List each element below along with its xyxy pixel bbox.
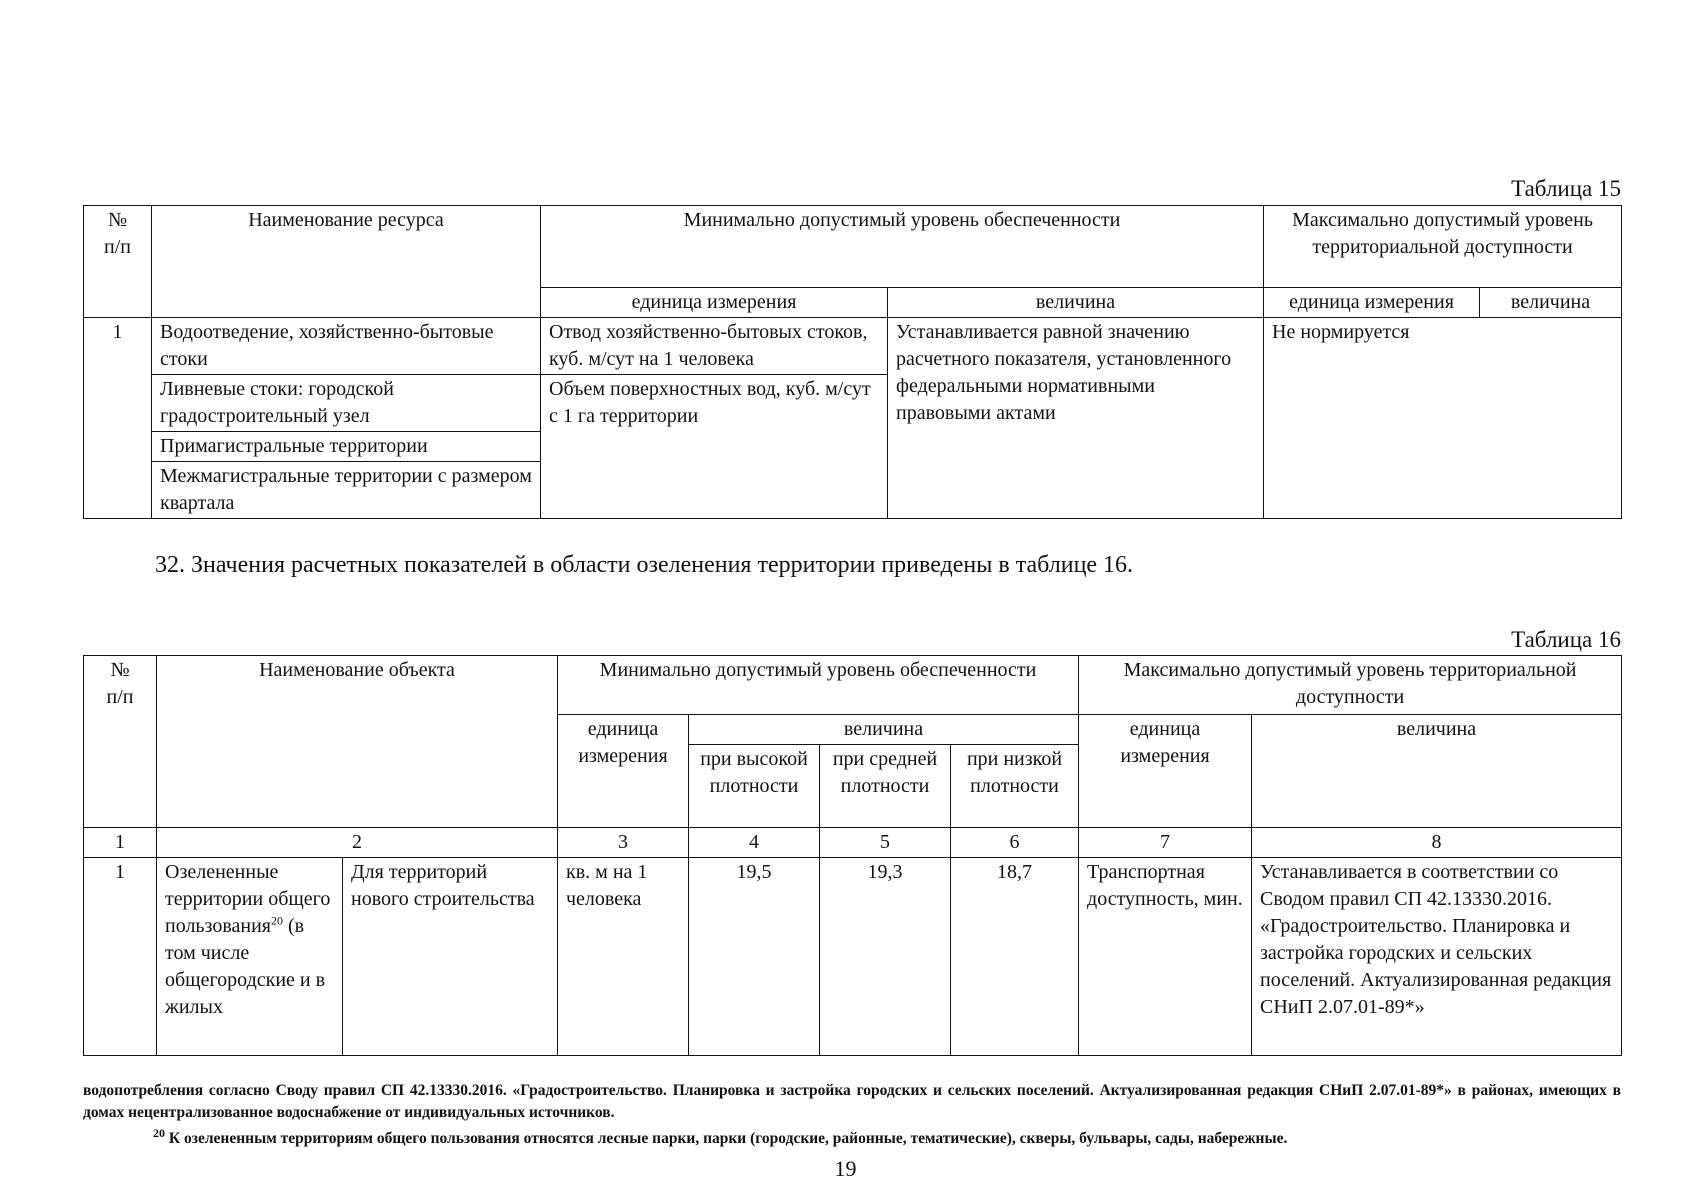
footnote-20-text: К озелененным территориям общего пользования относятся лесные парки, парки (городские, районные, тематические), скверы, бульвары, сады, набережные.: [168, 1130, 1288, 1147]
footnote-20-mark: 20: [153, 1125, 165, 1140]
table16-caption: Таблица 16: [1511, 627, 1621, 652]
t16-colnum: 5: [820, 828, 951, 858]
t16-header-low: при низкой плотности: [951, 745, 1079, 828]
t16-low: 18,7: [951, 858, 1079, 1056]
t15-value: Устанавливается равной значению расчетного показателя, установленного федеральными нормативными правовыми актами: [888, 318, 1264, 519]
table-15: [83, 205, 1622, 519]
t16-value2: Устанавливается в соответствии со Сводом правил СП 42.13330.2016. «Градостроительство. Планировка и застройка городских и сельских поселений. Актуализированная редакция СНиП 2.07.01-89*»: [1252, 858, 1622, 1056]
paragraph-32: 32. Значения расчетных показателей в области озеленения территории приведены в таблице 16.: [155, 552, 1134, 578]
t16-colnum: 4: [689, 828, 820, 858]
t15-item: Водоотведение, хозяйственно-бытовые стоки: [152, 318, 541, 375]
t15-header-unit: единица измерения: [541, 288, 888, 318]
t16-unit: кв. м на 1 человека: [558, 858, 689, 1056]
t16-header-value2: величина: [1252, 715, 1622, 828]
t15-row-num: 1: [84, 318, 152, 519]
t16-colnum: 3: [558, 828, 689, 858]
t15-header-num: № п/п: [84, 206, 152, 318]
t15-header-value2: величина: [1480, 288, 1622, 318]
t16-colnum: 6: [951, 828, 1079, 858]
t16-row-num: 1: [84, 858, 157, 1056]
t15-header-min: Минимально допустимый уровень обеспеченности: [541, 206, 1264, 288]
footnote-continued: водопотребления согласно Своду правил СП 42.13330.2016. «Градостроительство. Планировка и застройка городских и сельских поселений. Актуализированная редакция СНиП 2.07.01-89*» в районах, имеющих в домах нецентрализованное водоснабжение от индивидуальных источников.: [83, 1082, 1621, 1121]
t16-header-min: Минимально допустимый уровень обеспеченности: [558, 656, 1079, 715]
t16-header-mid: при средней плотности: [820, 745, 951, 828]
t16-header-num: № п/п: [84, 656, 157, 828]
page-number: 19: [834, 1156, 857, 1181]
t16-colnum: 1: [84, 828, 157, 858]
t16-colnum: 2: [157, 828, 558, 858]
t15-max: Не нормируется: [1264, 318, 1622, 519]
t15-unit-a: Отвод хозяйственно-бытовых стоков, куб. м/сут на 1 человека: [541, 318, 888, 375]
t15-unit-b: Объем поверхностных вод, куб. м/сут с 1 га территории: [541, 375, 888, 519]
t16-high: 19,5: [689, 858, 820, 1056]
t15-item: Примагистральные территории: [152, 432, 541, 462]
t16-header-max: Максимально допустимый уровень территориальной доступности: [1079, 656, 1622, 715]
t15-header-value: величина: [888, 288, 1264, 318]
t16-header-object: Наименование объекта: [157, 656, 558, 828]
t15-header-resource: Наименование ресурса: [152, 206, 541, 318]
footnote-ref-20: 20: [271, 913, 283, 928]
t16-header-unit: единица измерения: [558, 715, 689, 828]
t15-item: Межмагистральные территории с размером квартала: [152, 462, 541, 519]
t15-header-unit2: единица измерения: [1264, 288, 1480, 318]
t16-unit2: Транспортная доступность, мин.: [1079, 858, 1252, 1056]
t16-object-tail: (в том числе общегородские и в жилых: [165, 915, 326, 1018]
t16-colnum: 7: [1079, 828, 1252, 858]
t16-header-high: при высокой плотности: [689, 745, 820, 828]
t16-mid: 19,3: [820, 858, 951, 1056]
t16-sub: Для территорий нового строительства: [343, 858, 558, 1056]
t16-object-name: Озелененные территории общего пользования: [165, 861, 331, 937]
t15-item: Ливневые стоки: городской градостроительный узел: [152, 375, 541, 432]
t16-header-unit2: единица измерения: [1079, 715, 1252, 828]
t16-colnum: 8: [1252, 828, 1622, 858]
t16-object: [157, 858, 343, 1056]
t16-header-value: величина: [689, 715, 1079, 745]
table15-caption: Таблица 15: [1511, 176, 1621, 201]
footnote-20: [83, 1125, 1621, 1150]
table-16: [83, 655, 1622, 1056]
t15-header-max: Максимально допустимый уровень территориальной доступности: [1264, 206, 1622, 288]
